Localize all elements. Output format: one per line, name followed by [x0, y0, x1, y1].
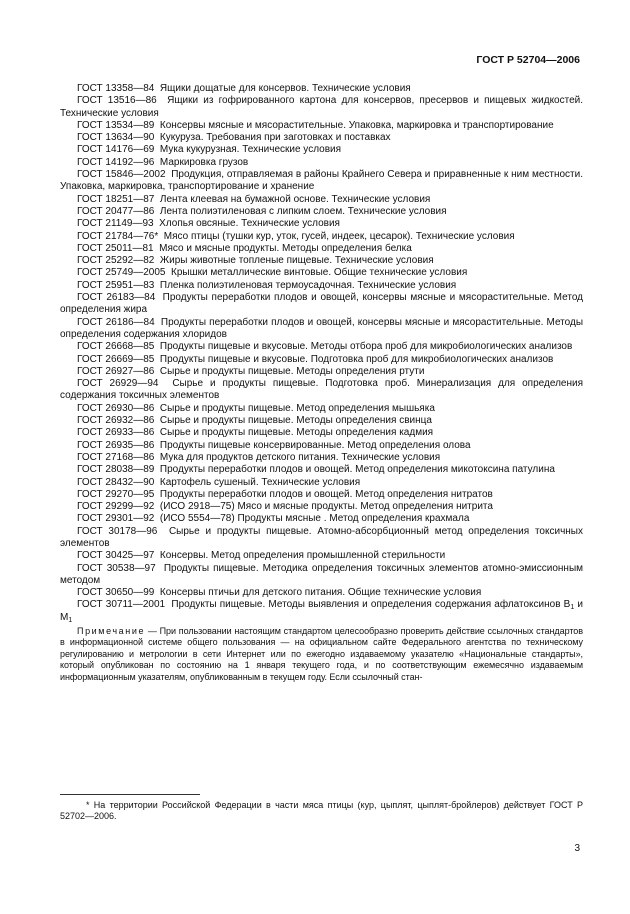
standard-title: (ИСО 2918—75) Мясо и мясные продукты. Метод определения нитрита [159, 501, 493, 513]
document-header: ГОСТ Р 52704—2006 [476, 54, 580, 66]
standard-title: Сырье и продукты пищевые. Метод определения мышьяка [159, 402, 435, 414]
list-item [60, 267, 583, 279]
standard-title: Ящики из гофрированного картона для консервов, пресервов и пищевых жидкостей. Технические условия [60, 95, 584, 119]
list-item [60, 95, 583, 120]
standard-number: ГОСТ 30650—99 [77, 587, 155, 599]
list-item [60, 206, 583, 218]
list-item [60, 292, 583, 317]
standard-title: Консервы. Метод определения промышленной стерильности [159, 550, 446, 562]
list-item [60, 120, 583, 132]
list-item [60, 354, 583, 366]
list-item [60, 83, 583, 95]
list-item [60, 255, 583, 267]
standard-number: ГОСТ 29299—92 [77, 501, 155, 513]
standard-number: ГОСТ 26186—84 [77, 316, 155, 328]
list-item [60, 477, 583, 489]
standard-number: ГОСТ 13534—89 [77, 119, 155, 131]
standard-number: ГОСТ 26930—86 [77, 402, 155, 414]
standard-number: ГОСТ 30178—96 [77, 525, 158, 537]
standard-title: Лента полиэтиленовая с липким слоем. Технические условия [159, 205, 447, 217]
standard-number: ГОСТ 26933—86 [77, 427, 155, 439]
list-item [60, 403, 583, 415]
standard-number: ГОСТ 15846—2002 [77, 169, 166, 181]
standard-title: Продукты переработки плодов и овощей, консервы мясные и мясорастительные. Метод определения жира [60, 292, 583, 316]
standard-number: ГОСТ 30711—2001 [77, 599, 166, 611]
standard-title: Продукты пищевые. Методика определения токсичных элементов атомно-эмиссионным методом [60, 562, 584, 586]
standard-number: ГОСТ 27168—86 [77, 451, 155, 463]
standard-title: Пленка полиэтиленовая термоусадочная. Технические условия [159, 279, 457, 291]
list-item [60, 194, 583, 206]
standard-title: Ящики дощатые для консервов. Технические условия [159, 83, 411, 94]
standard-number: ГОСТ 20477—86 [77, 205, 155, 217]
standard-title: Маркировка грузов [159, 156, 249, 168]
standard-title: Продукты пищевые. Методы выявления и определения содержания афлатоксинов B [171, 599, 571, 611]
standard-title: Продукты пищевые и вкусовые. Методы отбора проб для микробиологических анализов [159, 341, 573, 353]
standard-number: ГОСТ 25749—2005 [77, 267, 166, 279]
list-item [60, 231, 583, 243]
standard-number: ГОСТ 30538—97 [77, 562, 156, 574]
standard-title: Продукты переработки плодов и овощей. Метод определения микотоксина патулина [159, 464, 555, 476]
footnote-divider [60, 794, 200, 795]
standard-number: ГОСТ 26669—85 [77, 353, 155, 365]
list-item [60, 157, 583, 169]
standard-title: Сырье и продукты пищевые. Методы определения кадмия [159, 427, 434, 439]
standard-title: Жиры животные топленые пищевые. Технические условия [159, 255, 434, 267]
standard-number: ГОСТ 13358—84 [77, 83, 155, 94]
entries-container [60, 83, 583, 599]
standard-title: Лента клеевая на бумажной основе. Технические условия [159, 193, 431, 205]
standard-title: Сырье и продукты пищевые. Методы определения свинца [159, 415, 432, 427]
list-item [60, 526, 583, 551]
standard-title: Кукуруза. Требования при заготовках и поставках [159, 132, 391, 144]
standard-title: Продукты переработки плодов и овощей. Метод определения нитратов [159, 488, 493, 500]
subscript: 1 [570, 604, 575, 612]
standard-title: Консервы мясные и мясорастительные. Упаковка, маркировка и транспортирование [159, 119, 554, 131]
standard-number: ГОСТ 25292—82 [77, 255, 155, 267]
list-item [60, 341, 583, 353]
standard-title: Продукты переработки плодов и овощей, консервы мясные и мясорастительные. Методы определения содержания хлоридов [60, 316, 584, 340]
standard-number: ГОСТ 28432—90 [77, 476, 155, 488]
page-number: 3 [574, 843, 580, 854]
standard-number: ГОСТ 21149—93 [77, 218, 154, 230]
standard-title: Мука для продуктов детского питания. Технические условия [159, 451, 441, 463]
standard-number: ГОСТ 25011—81 [77, 242, 154, 254]
standard-number: ГОСТ 26668—85 [77, 341, 155, 353]
note-paragraph [60, 626, 583, 683]
standard-title: Продукция, отправляемая в районы Крайнего Севера и приравненные к ним местности. Упаковка, маркировка, транспортирование и хранение [60, 169, 583, 193]
standard-number: ГОСТ 14192—96 [77, 156, 155, 168]
standard-title: Продукты пищевые и вкусовые. Подготовка проб для микробиологических анализов [159, 353, 554, 365]
standard-number: ГОСТ 14176—69 [77, 144, 155, 156]
list-item [60, 132, 583, 144]
standard-number: ГОСТ 26935—86 [77, 439, 155, 451]
standard-number: ГОСТ 26927—86 [77, 365, 155, 377]
standard-number: ГОСТ 13516—86 [77, 95, 157, 107]
standard-title-cont: и M [60, 599, 583, 623]
note-text: — При пользовании настоящим стандартом целесообразно проверить действие ссылочных стандартов в информационной системе общего пользования — на официальном сайте Федерального агентства по техническому регулированию и метрологии в сети Интернет или по ежегодно издаваемому указателю «Национальные стандарты», который опубликован по состоянию на 1 января текущего года, и по соответствующим ежемесячно издаваемым информационным указателям, опубликованным в текущем году. Если ссылочный стан- [60, 626, 583, 682]
standard-number: ГОСТ 29270—95 [77, 488, 155, 500]
standard-title: Картофель сушеный. Технические условия [159, 476, 361, 488]
standard-title: (ИСО 5554—78) Продукты мясные . Метод определения крахмала [159, 513, 470, 525]
standard-number: ГОСТ 30425—97 [77, 550, 155, 562]
list-item [60, 599, 583, 624]
list-item [60, 513, 583, 525]
standard-number: ГОСТ 26932—86 [77, 415, 155, 427]
standard-number: ГОСТ 26929—94 [77, 378, 159, 390]
standard-title: Хлопья овсяные. Технические условия [159, 218, 340, 230]
list-item [60, 563, 583, 588]
standard-title: Крышки металлические винтовые. Общие технические условия [171, 267, 468, 279]
list-item [60, 280, 583, 292]
list-item [60, 243, 583, 255]
standard-title: Продукты пищевые консервированные. Метод определения олова [159, 439, 471, 451]
list-item [60, 366, 583, 378]
list-item [60, 501, 583, 513]
standard-title: Сырье и продукты пищевые. Подготовка проб. Минерализация для определения содержания токсичных элементов [60, 378, 583, 402]
list-item [60, 587, 583, 599]
list-item [60, 550, 583, 562]
list-item [60, 452, 583, 464]
list-item [60, 489, 583, 501]
list-item [60, 317, 583, 342]
list-item [60, 427, 583, 439]
standard-number: ГОСТ 13634—90 [77, 132, 155, 144]
standard-number: ГОСТ 21784—76* [77, 230, 159, 242]
list-item [60, 415, 583, 427]
standard-title: Мука кукурузная. Технические условия [159, 144, 342, 156]
note-label: Примечание [77, 626, 146, 637]
list-item [60, 440, 583, 452]
list-item [60, 169, 583, 194]
standard-title: Сырье и продукты пищевые. Атомно-абсорбционный метод определения токсичных элементов [60, 525, 583, 549]
list-item [60, 378, 583, 403]
standard-title: Мясо и мясные продукты. Методы определения белка [159, 242, 412, 254]
list-item [60, 144, 583, 156]
standard-number: ГОСТ 26183—84 [77, 292, 156, 304]
list-item [60, 464, 583, 476]
standard-title: Мясо птицы (тушки кур, уток, гусей, индеек, цесарок). Технические условия [163, 230, 515, 242]
standard-number: ГОСТ 29301—92 [77, 513, 155, 525]
standard-title: Консервы птичьи для детского питания. Общие технические условия [159, 587, 482, 599]
standard-title: Сырье и продукты пищевые. Методы определения ртути [159, 365, 425, 377]
references-list [60, 83, 583, 683]
subscript: 1 [68, 616, 73, 624]
standard-number: ГОСТ 18251—87 [77, 193, 155, 205]
list-item [60, 218, 583, 230]
footnote: * На территории Российской Федерации в части мяса птицы (кур, цыплят, цыплят-бройлеров) действует ГОСТ Р 52702—2006. [60, 800, 583, 822]
standard-number: ГОСТ 25951—83 [77, 279, 155, 291]
standard-number: ГОСТ 28038—89 [77, 464, 155, 476]
